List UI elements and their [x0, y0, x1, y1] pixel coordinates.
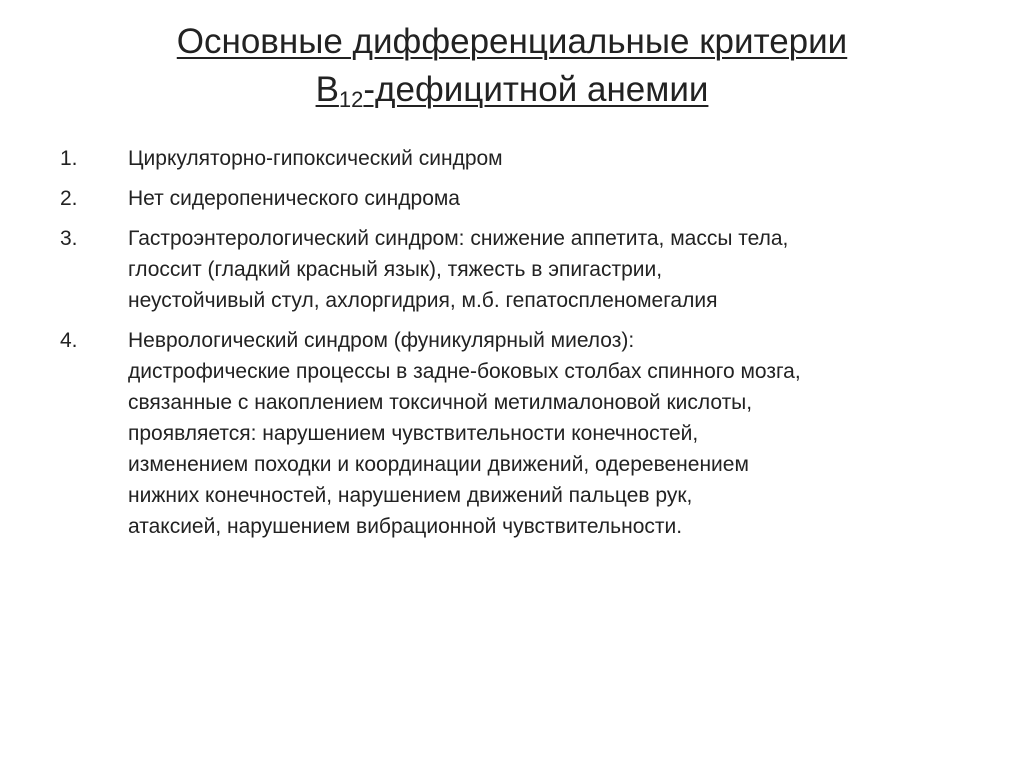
title-subscript: 12 [338, 87, 364, 112]
list-item [60, 325, 980, 542]
list-item-number: 2. [60, 187, 78, 210]
list-item [60, 143, 980, 174]
list-item-number: 1. [60, 147, 78, 170]
list-item [60, 183, 980, 214]
list-item-text: Циркуляторно-гипоксический синдром [128, 147, 503, 170]
list-item-text: Нет сидеропенического синдрома [128, 187, 460, 210]
title-line-2-prefix: В [315, 70, 339, 109]
title-line-2 [316, 66, 709, 114]
list-item [60, 223, 980, 316]
list-item-number: 3. [60, 227, 78, 250]
criteria-list [60, 143, 980, 551]
list-item-text: Неврологический синдром (фуникулярный миелоз): дистрофические процессы в задне-боковых столбах спинного мозга, связанные с накоплением токсичной метилмалоновой кислоты, проявляется: нарушением чувствительности конечностей, изменением походки и координации движений, одеревенением нижних конечностей, нарушением движений пальцев рук, атаксией, нарушением вибрационной чувствительности. [128, 329, 801, 538]
title-line-1: Основные дифференциальные критерии [176, 22, 848, 61]
slide-title [60, 18, 964, 114]
list-item-text: Гастроэнтерологический синдром: снижение аппетита, массы тела, глоссит (гладкий красный язык), тяжесть в эпигастрии, неустойчивый стул, ахлоргидрия, м.б. гепатоспленомегалия [128, 227, 789, 312]
title-line-2-suffix: -дефицитной анемии [363, 70, 709, 109]
list-item-number: 4. [60, 329, 78, 352]
